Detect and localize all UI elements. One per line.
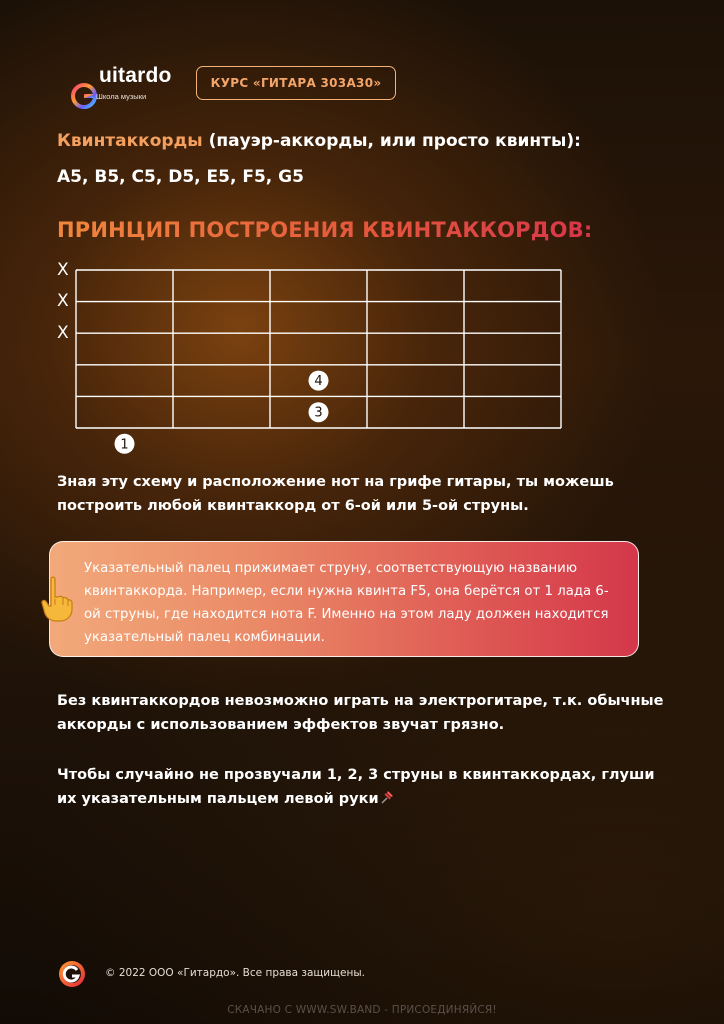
footer-logo-icon xyxy=(58,960,86,988)
chord-list: A5, B5, C5, D5, E5, F5, G5 xyxy=(57,167,304,187)
copyright-text: © 2022 ООО «Гитардо». Все права защищены. xyxy=(105,967,365,979)
finger-marker-1 xyxy=(115,434,135,454)
finger-marker-3 xyxy=(309,402,329,422)
course-label: КУРС «ГИТАРА 303А30» xyxy=(210,76,382,90)
paragraph-muting-text: Чтобы случайно не прозвучали 1, 2, 3 струны в квинтаккордах, глуши их указательным пальцем левой руки xyxy=(57,767,655,807)
intro-rest: (пауэр-аккорды, или просто квинты): xyxy=(202,131,581,151)
muted-string-mark-3: X xyxy=(57,323,69,343)
section-title: ПРИНЦИП ПОСТРОЕНИЯ КВИНТАККОРДОВ: xyxy=(57,218,593,242)
finger-label: 3 xyxy=(314,405,323,421)
pointing-up-hand-icon xyxy=(36,575,76,623)
logo-wordmark-visible: uitardo xyxy=(99,64,172,87)
paragraph-scheme: Зная эту схему и расположение нот на грифе гитары, ты можешь построить любой квинтаккорд от 6-ой или 5-ой струны. xyxy=(57,474,614,514)
pushpin-icon xyxy=(379,789,395,805)
muted-string-mark-1: X xyxy=(57,260,69,280)
finger-label: 4 xyxy=(314,374,323,390)
logo-text xyxy=(72,64,172,88)
guitardo-logo[interactable] xyxy=(72,64,182,104)
intro-accent: Квинтаккорды xyxy=(57,131,203,151)
fretboard-diagram xyxy=(60,262,570,453)
paragraph-muting xyxy=(57,763,677,811)
muted-string-mark-2: X xyxy=(57,291,69,311)
download-watermark: СКАЧАНО С WWW.SW.BAND - ПРИСОЕДИНЯЙСЯ! xyxy=(227,1004,497,1016)
finger-marker-4 xyxy=(309,371,329,391)
course-badge xyxy=(196,66,396,100)
paragraph-electric: Без квинтаккордов невозможно играть на электрогитаре, т.к. обычные аккорды с использованием эффектов звучат грязно. xyxy=(57,693,664,733)
logo-subtitle: Школа музыки xyxy=(96,92,147,101)
finger-label: 1 xyxy=(120,437,129,453)
intro-heading xyxy=(57,131,581,151)
tip-callout-text: Указательный палец прижимает струну, соответствующую названию квинтаккорда. Например, если нужна квинта F5, она берётся от 1 лада 6-ой струны, где находится нота F. Именно на этом ладу должен находится указательный палец комбинации. xyxy=(84,561,609,645)
